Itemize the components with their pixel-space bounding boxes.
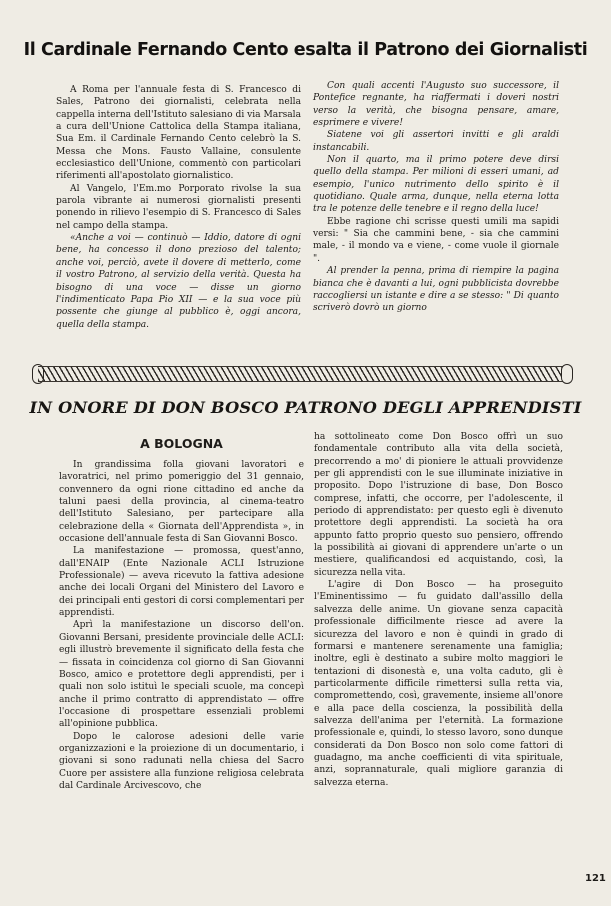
article2-paragraph: Dopo le calorose adesioni delle varie organizzazioni e la proiezione di un documentario, i giovani si sono radunati nella chiesa del Sacro Cuore per assistere alla funzione religiosa celebrata dal Cardinale Arcivescovo, che [59, 731, 304, 791]
article2-paragraph: ha sottolineato come Don Bosco offrì un suo fondamentale contributo alla vita della società, precorrendo a mo' di pioniere le attuali provvidenze per gli apprendisti con le sue illuminate iniziative in proposito. Dopo l'istruzione di base, Don Bosco comprese, infatti, che occorre, per l'adolescente, il periodo di apprendistato: per questo egli è divenuto protettore degli apprendisti. La società ha ora appunto fatto proprio questo suo pensiero, offrendo la possibilità ai giovani di apprendere un'arte o un mestiere, qualificandosi ed acquistando, così, la sicurezza nella vita. [314, 432, 563, 578]
article2-paragraph: L'agire di Don Bosco — ha proseguito l'Eminentissimo — fu guidato dall'assillo della salvezza delle anime. Un giovane senza capacità professionale difficilmente riesce ad avere la sicurezza del lavoro e non è quindi in grado di formarsi e mantenere serenamente una famiglia; inoltre, egli è destinato a subire molto maggiori le tentazioni di disonestà e, una volta caduto, gli è particolarmente difficile rimettersi sulla retta via, compromettendo, così, gravemente, insieme all'onore e alla pace della coscienza, la possibilità della salvezza dell'anima per l'eternità. La formazione professionale e, quindi, lo stesso lavoro, sono dunque considerati da Don Bosco non solo come fattori di guadagno, ma anche coefficienti di vita spirituale, anzi, soprannaturale, quali migliore garanzia di salvezza eterna. [314, 580, 563, 788]
article-subheading-bologna: A BOLOGNA [140, 436, 223, 451]
article-title-don-bosco: IN ONORE DI DON BOSCO PATRONO DEGLI APPRENDISTI [29, 398, 582, 417]
article1-paragraph: Siatene voi gli assertori invitti e gli araldi instancabili. [313, 130, 559, 153]
article2-column-right [314, 431, 563, 789]
article2-paragraph: In grandissima folla giovani lavoratori e lavoratrici, nel primo pomeriggio del 31 gennaio, convennero da ogni rione cittadino ed anche da taluni paesi della provincia, al cinema-teatro dell'Istituto Salesiano, per partecipare alla celebrazione della « Giornata dell'Apprendista », in occasione dell'annuale festa di San Giovanni Bosco. [59, 460, 304, 545]
ornamental-rope-border [38, 366, 567, 382]
article1-paragraph: «Anche a voi — continuò — Iddio, datore di ogni bene, ha concesso il dono prezioso del talento; anche voi, perciò, avete il dovere di metterlo, come il vostro Patrono, al servizio della verità. Questa ha bisogno di una voce — disse un giorno l'indimenticato Papa Pio XII — e la sua voce più possente che giunge al pubblico è, oggi ancora, quella della stampa. [56, 233, 301, 330]
ornamental-border-end-right [561, 364, 573, 384]
page-number: 121 [585, 873, 606, 884]
article2-paragraph: La manifestazione — promossa, quest'anno, dall'ENAIP (Ente Nazionale ACLI Istruzione Professionale) — aveva ricevuto la fattiva adesione anche dei locali Organi del Ministero del Lavoro e dei principali enti gestori di corsi complementari per apprendisti. [59, 546, 304, 619]
article1-column-right [313, 80, 559, 315]
article2-column-left [59, 459, 304, 792]
article1-paragraph: A Roma per l'annuale festa di S. Francesco di Sales, Patrono dei giornalisti, celebrata nella cappella interna dell'Istituto salesiano di via Marsala a cura dell'Unione Cattolica della Stampa italiana, Sua Em. il Cardinale Fernando Cento celebrò la S. Messa che Mons. Fausto Vallaine, consulente ecclesiastico dell'Unione, commentò con particolari riferimenti all'apostolato giornalistico. [56, 85, 301, 182]
article-title-cardinal-cento: Il Cardinale Fernando Cento esalta il Patrono dei Giornalisti [23, 40, 588, 60]
article1-paragraph: Non il quarto, ma il primo potere deve dirsi quello della stampa. Per milioni di esseri umani, ad esempio, l'unico nutrimento dello spirito è il quotidiano. Quale arma, dunque, nella eterna lotta tra le potenze delle tenebre e il regno della luce! [313, 155, 559, 215]
article2-paragraph: Aprì la manifestazione un discorso dell'on. Giovanni Bersani, presidente provinciale delle ACLI: egli illustrò brevemente il significato della festa che — fissata in coincidenza col giorno di San Giovanni Bosco, amico e protettore degli apprendisti, per i quali non solo istituì le speciali scuole, ma concepì anche il primo contratto di apprendistato — offre l'occasione di prospettare essenziali problemi all'opinione pubblica. [59, 620, 304, 730]
article1-paragraph: Al Vangelo, l'Em.mo Porporato rivolse la sua parola vibrante ai numerosi giornalisti presenti ponendo in rilievo l'esempio di S. Francesco di Sales nel campo della stampa. [56, 183, 301, 231]
article1-paragraph: Ebbe ragione chi scrisse questi umili ma sapidi versi: " Sia che cammini bene, - sia che cammini male, - il mondo va e viene, - come vuole il giornale ". [313, 216, 559, 264]
article1-paragraph: Al prender la penna, prima di riempire la pagina bianca che è davanti a lui, ogni pubblicista dovrebbe raccogliersi un istante e dire a se stesso: " Di quanto scriverò dovrò un giorno [313, 266, 559, 314]
article1-column-left [56, 84, 301, 331]
article1-paragraph: Con quali accenti l'Augusto suo successore, il Pontefice regnante, ha riaffermati i doveri nostri verso la verità, che bisogna pensare, amare, esprimere e vivere! [313, 81, 559, 129]
